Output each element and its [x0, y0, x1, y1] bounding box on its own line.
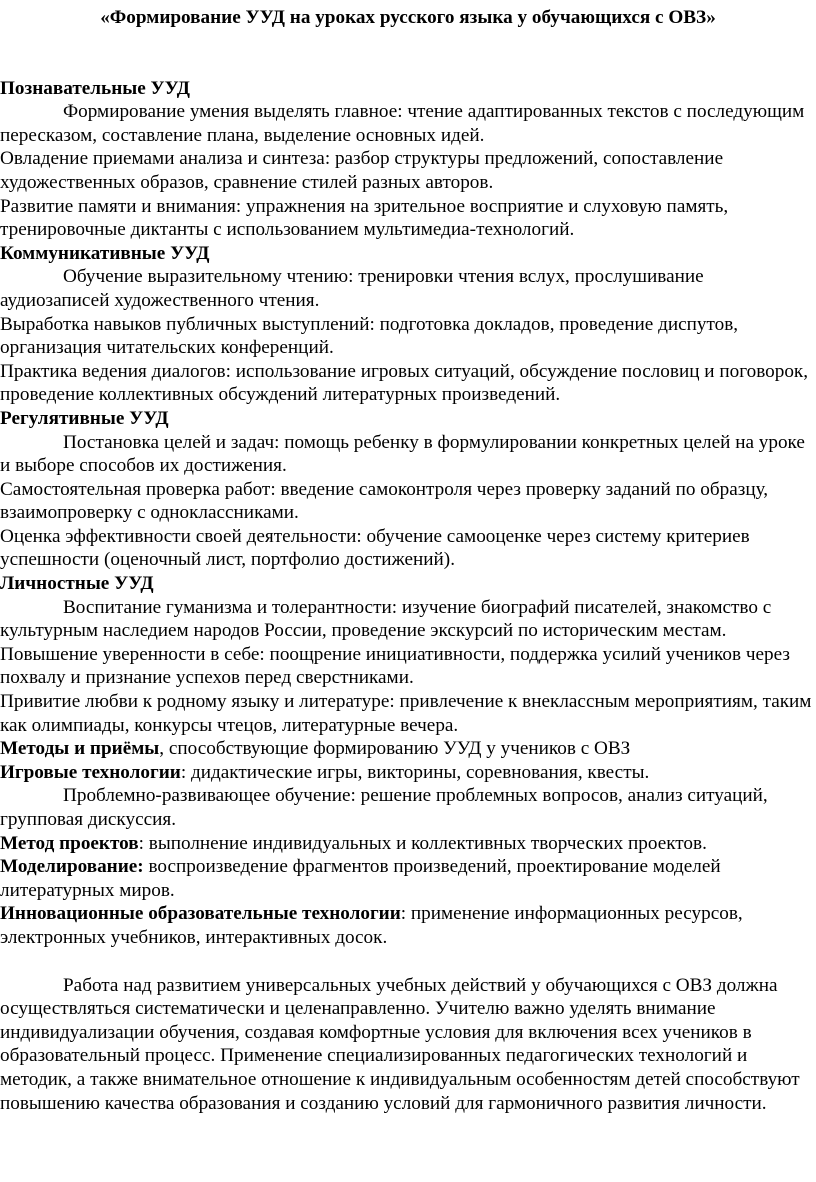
section-heading-cognitive: Познавательные УУД — [0, 77, 190, 99]
method-projects — [0, 832, 816, 856]
paragraph: Самостоятельная проверка работ: введение самоконтроля через проверку заданий по образцу, взаимопроверку с одноклассниками. — [0, 478, 769, 524]
paragraph: Воспитание гуманизма и толерантности: изучение биографий писателей, знакомство с культурным наследием народов России, проведение экскурсий по историческим местам. — [0, 596, 772, 642]
method-projects-bold: Метод проектов — [0, 832, 139, 854]
paragraph: Привитие любви к родному языку и литературе: привлечение к внеклассным мероприятиям, таким как олимпиады, конкурсы чтецов, литературные вечера. — [0, 691, 812, 736]
method-modeling — [0, 855, 816, 902]
method-modeling-bold: Моделирование: — [0, 856, 144, 878]
paragraph: Практика ведения диалогов: использование игровых ситуаций, обсуждение пословиц и поговорок, проведение коллективных обсуждений литературных произведений. — [0, 360, 809, 406]
section-heading-regulatory: Регулятивные УУД — [0, 407, 169, 429]
section-heading-personal: Личностные УУД — [0, 573, 154, 595]
paragraph: Постановка целей и задач: помощь ребенку в формулировании конкретных целей на уроке и выборе способов их достижения. — [0, 431, 805, 477]
method-games — [0, 761, 816, 785]
method-modeling-text: воспроизведение фрагментов произведений, проектирование моделей литературных миров. — [0, 856, 721, 901]
paragraph: Развитие памяти и внимания: упражнения на зрительное восприятие и слуховую память, тренировочные диктанты с использованием мультимедиа-технологий. — [0, 195, 729, 241]
conclusion-paragraph: Работа над развитием универсальных учебных действий у обучающихся с ОВЗ должна осуществляться систематически и целенаправленно. Учителю важно уделять внимание индивидуализации обучения, создавая комфортные условия для включения всех учеников в образовательный процесс. Применение специализированных педагогических технологий и методик, а также внимательное отношение к индивидуальным особенностям детей способствуют повышению качества образования и созданию условий для гармоничного развития личности. — [0, 974, 800, 1114]
paragraph: Выработка навыков публичных выступлений: подготовка докладов, проведение диспутов, организация читательских конференций. — [0, 313, 739, 359]
method-innovation-bold: Инновационные образовательные технологии — [0, 903, 401, 925]
method-games-bold: Игровые технологии — [0, 761, 181, 783]
method-projects-text: : выполнение индивидуальных и коллективных творческих проектов. — [138, 832, 707, 854]
paragraph: Овладение приемами анализа и синтеза: разбор структуры предложений, сопоставление художественных образов, сравнение стилей разных авторов. — [0, 148, 724, 193]
method-innovation — [0, 902, 816, 949]
spacer — [0, 950, 816, 974]
paragraph: Повышение уверенности в себе: поощрение инициативности, поддержка усилий учеников через похвалу и признание успехов перед сверстниками. — [0, 643, 790, 689]
methods-intro-text: , способствующие формированию УУД у учеников с ОВЗ — [159, 738, 631, 760]
method-innovation-text: : применение информационных ресурсов, электронных учебников, интерактивных досок. — [0, 903, 743, 948]
paragraph: Оценка эффективности своей деятельности: обучение самооценке через систему критериев успешности (оценочный лист, портфолио достижений). — [0, 525, 750, 571]
paragraph: Обучение выразительному чтению: тренировки чтения вслух, прослушивание аудиозаписей художественного чтения. — [0, 266, 704, 311]
method-problem: Проблемно-развивающее обучение: решение проблемных вопросов, анализ ситуаций, групповая дискуссия. — [0, 785, 768, 830]
document-title: «Формирование УУД на уроках русского языка у обучающихся с ОВЗ» — [100, 7, 716, 28]
method-games-text: : дидактические игры, викторины, соревнования, квесты. — [180, 761, 650, 783]
methods-intro — [0, 737, 816, 761]
methods-intro-bold: Методы и приёмы — [0, 738, 160, 760]
section-heading-communicative: Коммуникативные УУД — [0, 242, 210, 264]
paragraph: Формирование умения выделять главное: чтение адаптированных текстов с последующим пересказом, составление плана, выделение основных идей. — [0, 101, 805, 146]
